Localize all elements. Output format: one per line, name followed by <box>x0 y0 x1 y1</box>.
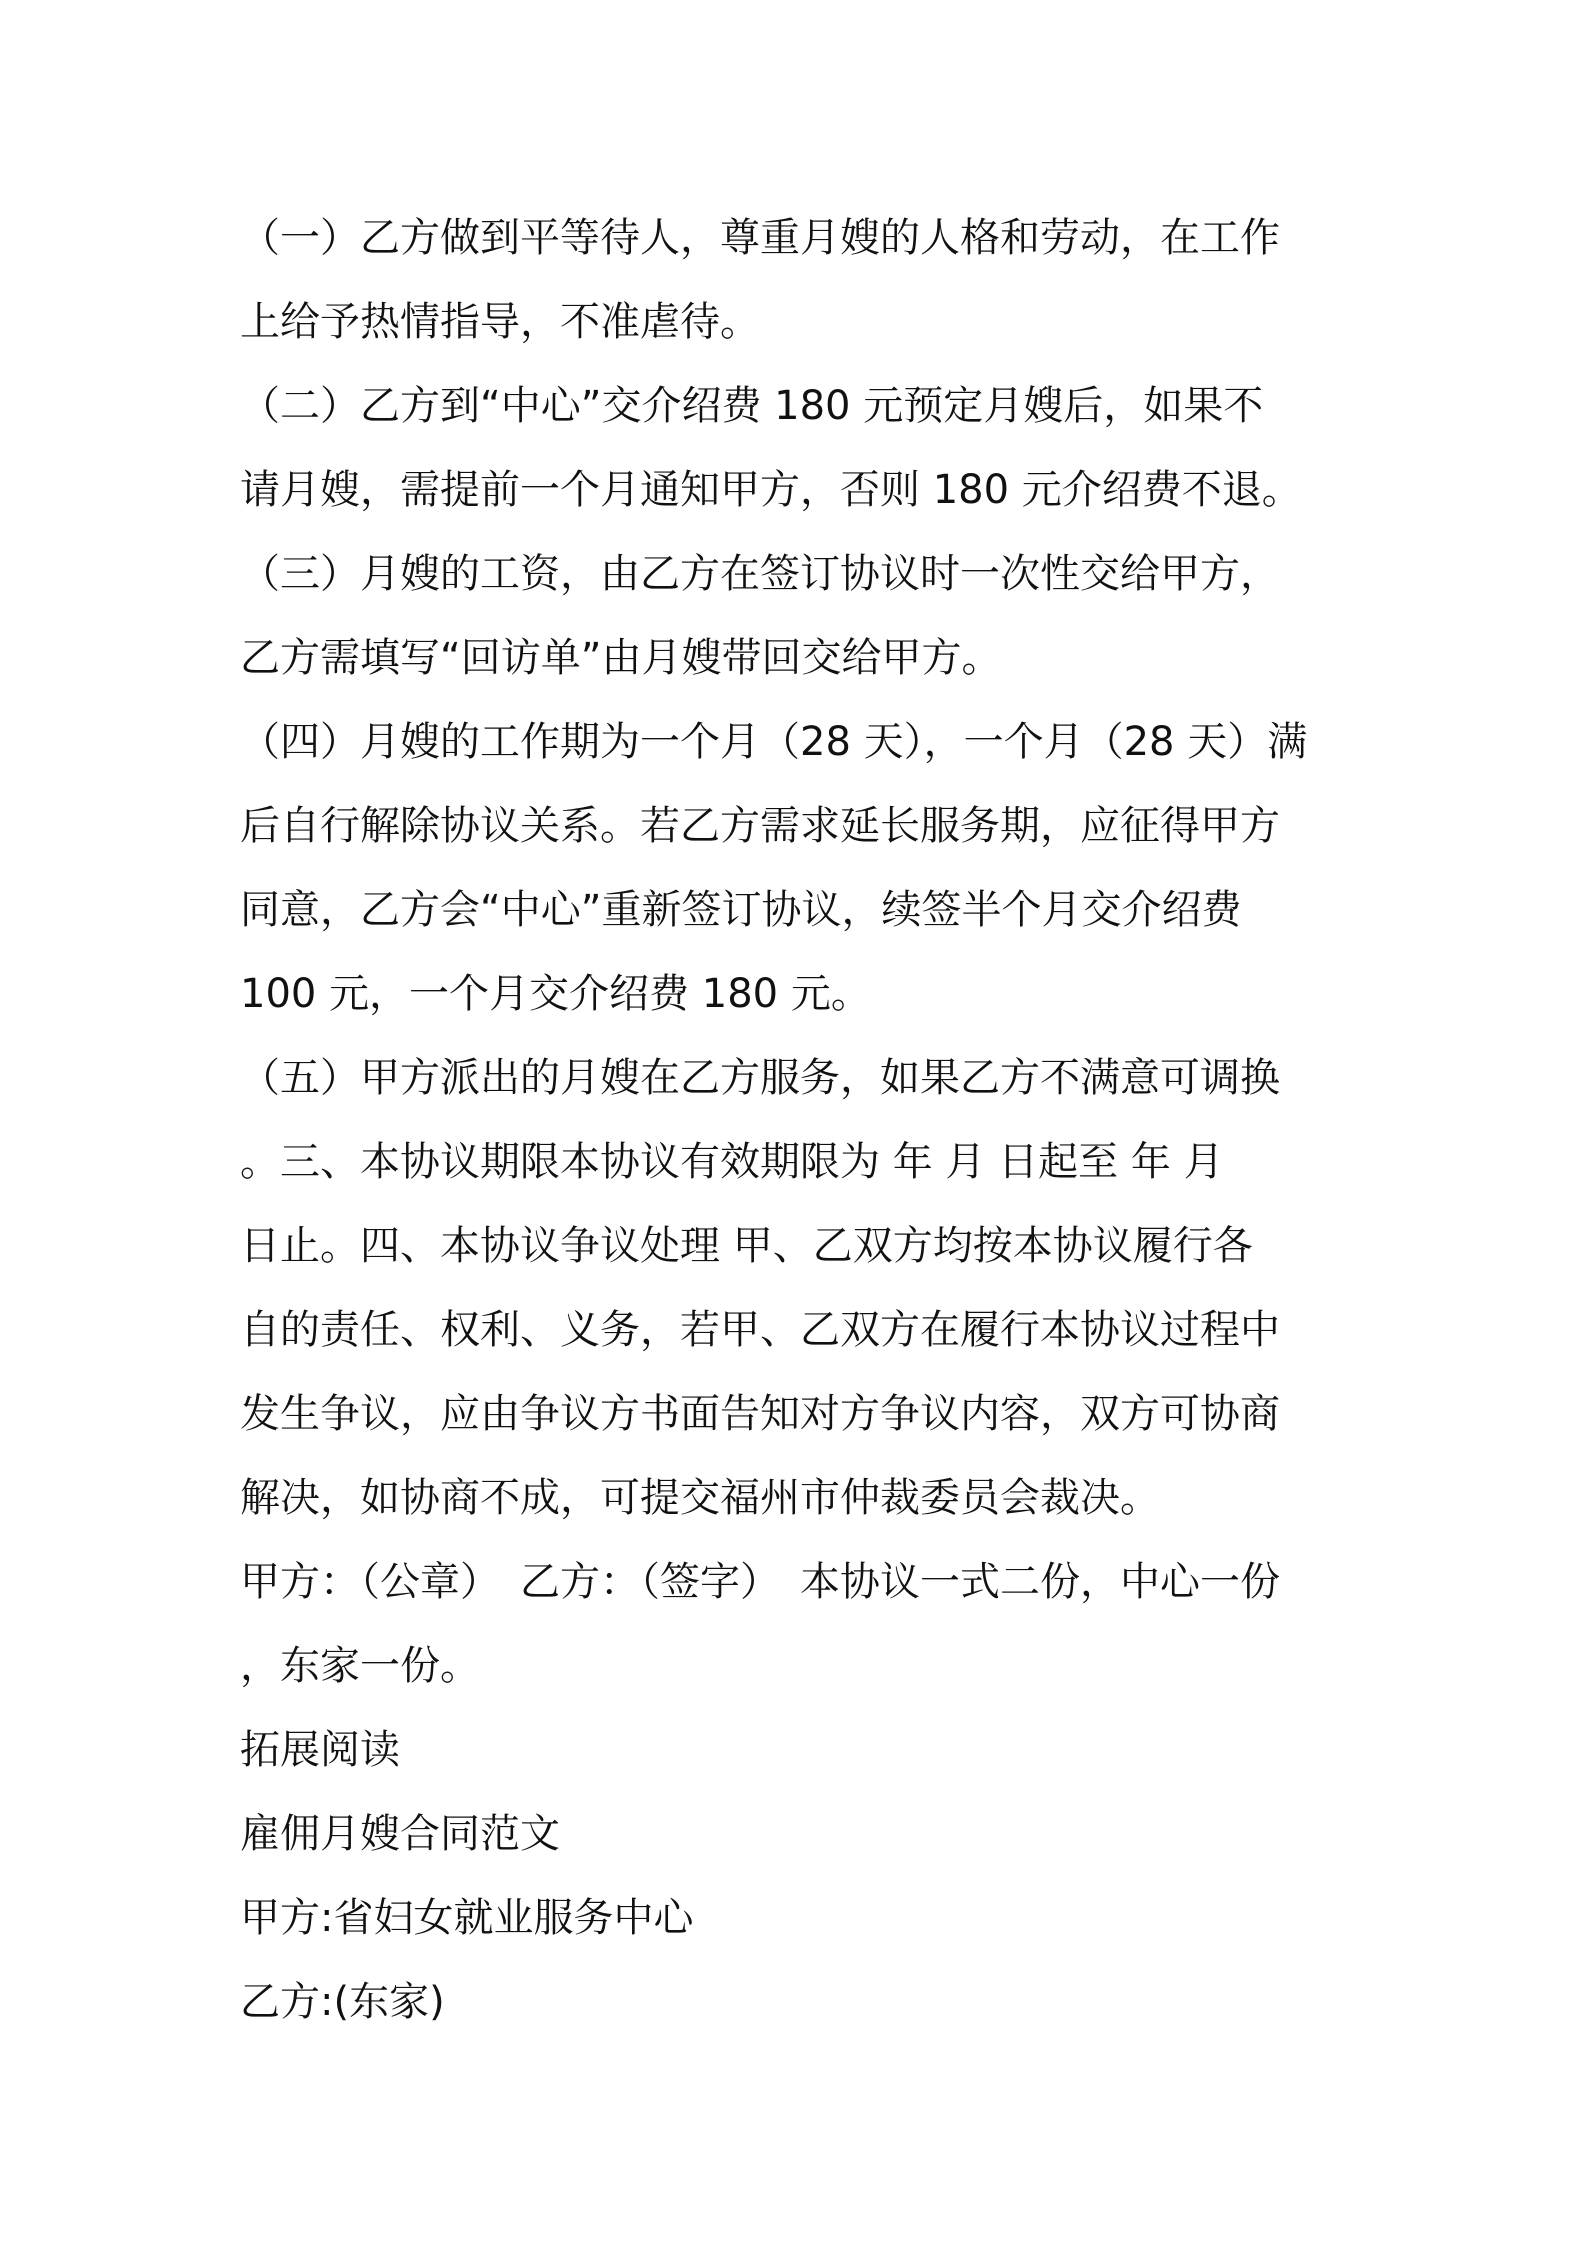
text-line: （三）月嫂的工资，由乙方在签订协议时一次性交给甲方， <box>240 551 1280 597</box>
text-line: 解决，如协商不成，可提交福州市仲裁委员会裁决。 <box>240 1475 1160 1521</box>
subsection-title: 雇佣月嫂合同范文 <box>240 1811 560 1857</box>
signature-line: 甲方：（公章） 乙方：（签字） 本协议一式二份，中心一份 <box>240 1559 1280 1605</box>
text-line: 发生争议，应由争议方书面告知对方争议内容，双方可协商 <box>240 1391 1280 1437</box>
text-line: ，东家一份。 <box>240 1643 480 1689</box>
text-line: 100 元，一个月交介绍费 180 元。 <box>240 971 871 1017</box>
section-heading: 拓展阅读 <box>240 1727 400 1773</box>
text-line: （二）乙方到“中心”交介绍费 180 元预定月嫂后，如果不 <box>240 383 1264 429</box>
party-a-line: 甲方:省妇女就业服务中心 <box>240 1895 694 1941</box>
text-line: 请月嫂，需提前一个月通知甲方，否则 180 元介绍费不退。 <box>240 467 1302 513</box>
text-line: 。三、本协议期限本协议有效期限为 年 月 日起至 年 月 <box>240 1139 1224 1185</box>
text-line: 日止。四、本协议争议处理 甲、乙双方均按本协议履行各 <box>240 1223 1253 1269</box>
text-line: （一）乙方做到平等待人，尊重月嫂的人格和劳动，在工作 <box>240 215 1280 261</box>
text-line: 自的责任、权利、义务，若甲、乙双方在履行本协议过程中 <box>240 1307 1280 1353</box>
text-line: （四）月嫂的工作期为一个月（28 天），一个月（28 天）满 <box>240 719 1308 765</box>
text-line: 同意，乙方会“中心”重新签订协议，续签半个月交介绍费 <box>240 887 1242 933</box>
text-line: （五）甲方派出的月嫂在乙方服务，如果乙方不满意可调换 <box>240 1055 1280 1101</box>
document-body <box>240 196 1360 2044</box>
text-line: 后自行解除协议关系。若乙方需求延长服务期，应征得甲方 <box>240 803 1280 849</box>
text-line: 乙方需填写“回访单”由月嫂带回交给甲方。 <box>240 635 1002 681</box>
party-b-line: 乙方:(东家) <box>240 1979 445 2025</box>
text-line: 上给予热情指导，不准虐待。 <box>240 299 760 345</box>
